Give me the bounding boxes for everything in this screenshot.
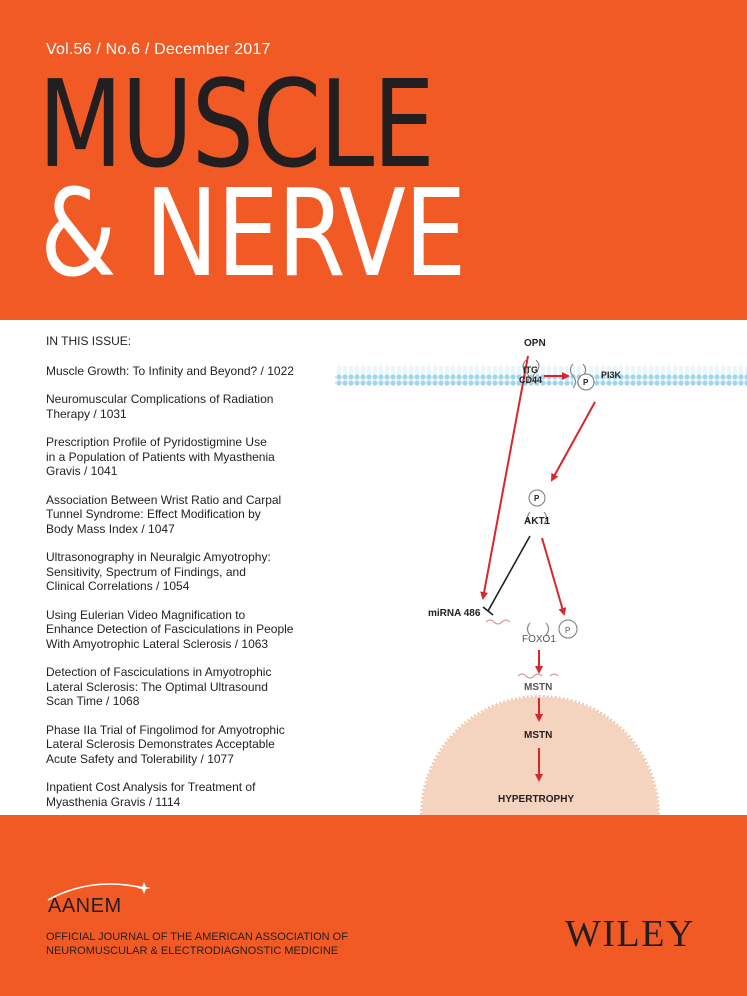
toc-item[interactable]: [46, 364, 316, 379]
label-mirna: miRNA 486: [428, 608, 481, 619]
mirna-squiggle-icon: [486, 620, 558, 678]
toc-item-text: Muscle Growth: To Infinity and Beyond? / 1022: [46, 363, 294, 378]
toc-item[interactable]: [46, 608, 316, 652]
issue-info: Vol.56 / No.6 / December 2017: [46, 41, 271, 58]
publisher-logo: WILEY: [565, 913, 695, 955]
toc-item-line: Tunnel Syndrome: Effect Modification by: [46, 507, 261, 521]
toc-item-line: Sensitivity, Spectrum of Findings, and: [46, 564, 246, 579]
toc-item-line: Using Eulerian Video Magnification to: [46, 607, 246, 622]
label-p-pi3k: P: [583, 378, 589, 387]
toc-item-line: Myasthenia Gravis / 1114: [46, 794, 181, 809]
toc-item-line: Therapy / 1031: [46, 406, 127, 421]
arrow-pi3k-to-akt1: [552, 402, 595, 480]
toc-item-line: Gravis / 1041: [46, 464, 118, 478]
toc-item[interactable]: [46, 493, 316, 537]
label-itg: ITG: [523, 365, 538, 375]
label-cd44: CD44: [519, 375, 543, 385]
toc-item-line: With Amyotrophic Lateral Sclerosis / 1063: [46, 636, 269, 651]
label-foxo1: FOXO1: [522, 634, 556, 645]
toc-item[interactable]: [46, 723, 316, 767]
aanem-star-icon: [137, 882, 151, 894]
label-mstn: MSTN: [524, 730, 553, 741]
toc-item-line: Lateral Sclerosis: The Optimal Ultrasound: [46, 679, 268, 694]
toc-item-line: Detection of Fasciculations in Amyotrophic: [46, 665, 272, 679]
arrow-akt1-to-foxo1: [542, 538, 564, 614]
toc-item-line: Association Between Wrist Ratio and Carpal: [46, 492, 282, 507]
title-muscle: MUSCLE: [38, 56, 434, 195]
footer-band: [0, 815, 747, 996]
toc-item-line: Acute Safety and Tolerability / 1077: [46, 751, 234, 766]
toc-item-line: Neuromuscular Complications of Radiation: [46, 392, 274, 406]
signaling-pathway-diagram: [330, 320, 747, 815]
masthead: [0, 0, 747, 320]
label-opn: OPN: [524, 338, 546, 349]
title-nerve: & NERVE: [40, 165, 465, 304]
journal-affiliation: [46, 930, 348, 958]
toc-item[interactable]: [46, 435, 316, 479]
toc-item-line: Scan Time / 1068: [46, 694, 140, 708]
inhibit-bar: [483, 607, 493, 615]
toc-item-line: Lateral Sclerosis Demonstrates Acceptable: [46, 737, 275, 751]
inhibit-akt1-to-mirna: [488, 536, 530, 611]
toc-item-line: Body Mass Index / 1047: [46, 521, 175, 536]
toc-item[interactable]: [46, 392, 316, 421]
journal-affiliation-line: NEUROMUSCULAR & ELECTRODIAGNOSTIC MEDICINE: [46, 945, 339, 957]
label-pi3k: PI3K: [601, 370, 622, 380]
label-akt1: AKT1: [524, 516, 551, 527]
toc-item-line: Inpatient Cost Analysis for Treatment of: [46, 780, 256, 794]
toc-item-line: Phase IIa Trial of Fingolimod for Amyotrophic: [46, 722, 285, 737]
label-mstn-nucleus: MSTN: [524, 682, 553, 693]
toc-item[interactable]: [46, 550, 316, 594]
aanem-wordmark: AANEM: [48, 895, 122, 917]
toc-item-line: Ultrasonography in Neuralgic Amyotrophy:: [46, 550, 271, 564]
toc-item-line: Clinical Correlations / 1054: [46, 579, 190, 593]
label-hypertrophy: HYPERTROPHY: [498, 794, 575, 805]
journal-affiliation-line: OFFICIAL JOURNAL OF THE AMERICAN ASSOCIATION OF: [46, 931, 348, 943]
toc-item[interactable]: [46, 780, 316, 809]
label-p-akt1: P: [534, 494, 540, 503]
arrow-opn-to-mirna: [483, 356, 528, 598]
label-p-foxo1: P: [565, 626, 571, 635]
toc-item-line: in a Population of Patients with Myasthenia: [46, 449, 275, 464]
toc-heading: IN THIS ISSUE:: [46, 334, 132, 348]
toc-item-line: Prescription Profile of Pyridostigmine Use: [46, 435, 267, 449]
toc-item-line: Enhance Detection of Fasciculations in People: [46, 622, 294, 636]
table-of-contents: [46, 334, 316, 823]
toc-item[interactable]: [46, 665, 316, 709]
